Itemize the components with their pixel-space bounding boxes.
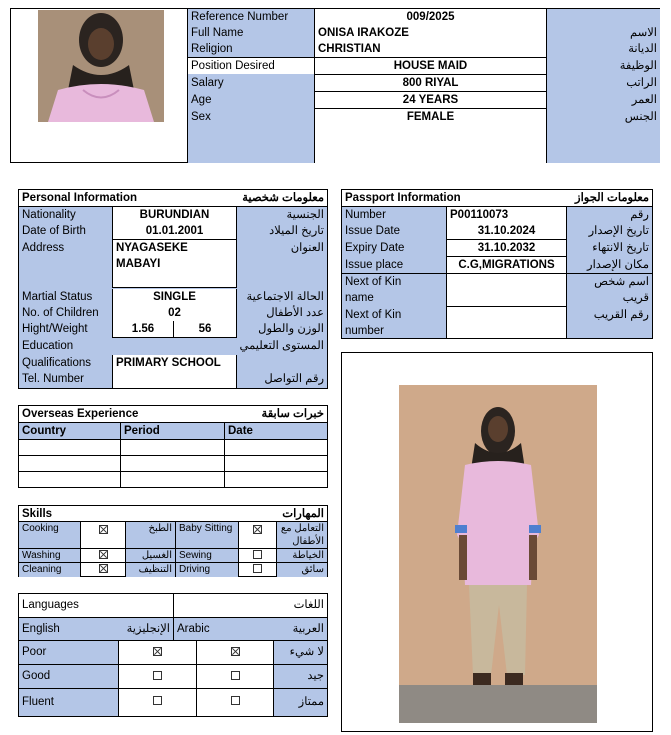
height-value: 1.56 — [112, 321, 174, 338]
overseas-col-date: Date — [225, 423, 327, 440]
sex-value: FEMALE — [314, 109, 547, 163]
skill-sewing-label: Sewing — [176, 549, 239, 563]
expiry-date-value: 31.10.2032 — [446, 240, 567, 257]
checkbox-checked-icon — [99, 550, 108, 559]
level-poor-ar: لا شيء — [274, 641, 327, 665]
level-good-ar: جيد — [274, 665, 327, 689]
checkbox-empty-icon — [253, 550, 262, 559]
skill-washing-checkbox[interactable] — [81, 549, 126, 563]
english-label: English — [22, 623, 60, 635]
issue-place-value: C.G,MIGRATIONS — [446, 257, 567, 274]
kin-number-value — [446, 307, 567, 338]
languages-header-row — [19, 618, 327, 641]
languages-title-ar: اللغات — [174, 594, 327, 618]
salary-ar: الراتب — [626, 77, 657, 89]
overseas-row — [19, 472, 121, 487]
children-ar: عدد الأطفال — [266, 307, 324, 319]
dob-ar: تاريخ الميلاد — [269, 225, 324, 237]
overseas-row — [121, 472, 225, 487]
overseas-row — [19, 456, 121, 472]
checkbox-empty-icon — [153, 671, 162, 680]
issue-place-ar: مكان الإصدار — [567, 257, 652, 274]
skill-baby-ar-1: التعامل مع — [280, 523, 324, 534]
marital-ar: الحالة الاجتماعية — [246, 291, 324, 303]
checkbox-empty-icon — [231, 671, 240, 680]
issue-place-label: Issue place — [342, 257, 446, 274]
full-body-photo — [399, 385, 597, 723]
skills-title: Skills — [22, 508, 53, 520]
kin-number-ar: رقم القريب — [593, 309, 649, 321]
tel-label: Tel. Number — [22, 373, 84, 385]
english-ar: الإنجليزية — [96, 618, 174, 641]
level-fluent-label: Fluent — [19, 689, 119, 716]
english-fluent-checkbox[interactable] — [119, 689, 197, 716]
issue-date-label: Issue Date — [345, 225, 400, 237]
passport-number-value: P00110073 — [446, 207, 567, 224]
sex-ar: الجنس — [624, 111, 657, 123]
overseas-title: Overseas Experience — [19, 406, 327, 423]
expiry-date-ar: تاريخ الانتهاء — [592, 242, 649, 254]
address-line-2: MABAYI — [116, 258, 161, 270]
skills-title-ar: المهارات — [282, 508, 324, 520]
kin-number-label-2: number — [345, 325, 384, 337]
dob-label: Date of Birth — [22, 225, 86, 237]
skill-cleaning-ar: التنظيف — [126, 563, 176, 577]
checkbox-empty-icon — [153, 696, 162, 705]
checkbox-checked-icon — [231, 647, 240, 656]
overseas-row — [225, 440, 327, 456]
arabic-poor-checkbox[interactable] — [197, 641, 274, 665]
checkbox-checked-icon — [153, 647, 162, 656]
reference-number-value: 009/2025 — [314, 9, 547, 26]
kin-name-label-2: name — [345, 292, 374, 304]
religion-ar: الديانة — [628, 43, 657, 55]
nationality-value: BURUNDIAN — [112, 207, 237, 224]
overseas-experience-section — [18, 405, 328, 488]
overseas-title-ar: خبرات سابقة — [261, 408, 324, 420]
dob-value: 01.01.2001 — [112, 223, 237, 240]
kin-name-label-1: Next of Kin — [345, 276, 402, 288]
level-poor-label: Poor — [19, 641, 119, 665]
tel-value — [112, 371, 237, 388]
arabic-label: Arabic — [177, 623, 210, 635]
overseas-row — [225, 456, 327, 472]
tel-ar: رقم التواصل — [264, 373, 324, 385]
full-body-photo-frame — [341, 352, 653, 732]
skill-washing-label: Washing — [19, 549, 81, 563]
issue-date-ar: تاريخ الإصدار — [588, 225, 649, 237]
sex-label: Sex — [191, 111, 211, 123]
skill-baby-ar — [277, 522, 327, 549]
kin-name-ar-2: قريب — [622, 292, 649, 304]
skill-driving-checkbox[interactable] — [239, 563, 277, 577]
skill-cleaning-label: Cleaning — [19, 563, 81, 577]
full-name-label: Full Name — [191, 27, 244, 39]
checkbox-empty-icon — [231, 696, 240, 705]
skill-cleaning-checkbox[interactable] — [81, 563, 126, 577]
age-value: 24 YEARS — [314, 92, 547, 109]
personal-info-title: Personal Information — [19, 190, 327, 207]
english-poor-checkbox[interactable] — [119, 641, 197, 665]
weight-value: 56 — [174, 321, 237, 338]
address-label: Address — [22, 242, 65, 254]
salary-label: Salary — [191, 77, 224, 89]
position-ar: الوظيفة — [619, 60, 657, 72]
full-name-ar: الاسم — [629, 27, 657, 39]
passport-info-section — [341, 189, 653, 339]
passport-info-title-ar: معلومات الجواز — [575, 192, 649, 204]
checkbox-checked-icon — [253, 525, 262, 534]
marital-label: Martial Status — [22, 291, 93, 303]
address-line-1: NYAGASEKE — [116, 242, 188, 254]
passport-number-ar: رقم — [630, 209, 649, 221]
issue-date-value: 31.10.2024 — [446, 223, 567, 240]
education-label: Education — [22, 340, 74, 352]
skill-cooking-ar: الطبخ — [126, 522, 176, 549]
religion-label: Religion — [188, 41, 314, 58]
skills-grid — [19, 521, 327, 577]
age-ar: العمر — [631, 94, 657, 106]
skill-baby-checkbox[interactable] — [239, 522, 277, 549]
english-good-checkbox[interactable] — [119, 665, 197, 689]
personal-info-title-ar: معلومات شخصية — [242, 192, 324, 204]
position-label: Position Desired — [188, 58, 314, 74]
overseas-row — [19, 440, 121, 456]
nationality-ar: الجنسية — [286, 209, 324, 221]
kin-name-value — [446, 274, 567, 307]
arabic-good-checkbox[interactable] — [197, 665, 274, 689]
skill-baby-ar-2: الأطفال — [292, 536, 324, 547]
languages-section — [18, 593, 328, 717]
skill-cooking-checkbox[interactable] — [81, 522, 126, 549]
skill-driving-ar: سائق — [277, 563, 327, 577]
checkbox-checked-icon — [99, 564, 108, 573]
height-weight-label: Hight/Weight — [22, 323, 88, 335]
header-table — [187, 9, 660, 163]
arabic-fluent-checkbox[interactable] — [197, 689, 274, 716]
salary-value: 800 RIYAL — [314, 75, 547, 92]
address-value-box — [112, 240, 237, 288]
skill-baby-label: Baby Sitting — [176, 522, 239, 549]
reference-number-label: Reference Number — [191, 11, 289, 23]
qualifications-value: PRIMARY SCHOOL — [112, 355, 237, 372]
age-label: Age — [191, 94, 212, 106]
overseas-row — [121, 456, 225, 472]
skill-driving-label: Driving — [176, 563, 239, 577]
expiry-date-label: Expiry Date — [345, 242, 405, 254]
religion-value: CHRISTIAN — [314, 41, 547, 58]
overseas-col-period: Period — [121, 423, 225, 440]
children-label: No. of Children — [22, 307, 99, 319]
education-ar: المستوى التعليمي — [239, 340, 324, 352]
personal-info-section — [18, 189, 328, 389]
level-fluent-ar: ممتاز — [274, 689, 327, 716]
skill-washing-ar: الغسيل — [126, 549, 176, 563]
level-good-label: Good — [19, 665, 119, 689]
position-value: HOUSE MAID — [314, 58, 547, 75]
passport-number-label: Number — [345, 209, 386, 221]
passport-info-title: Passport Information — [342, 190, 652, 207]
kin-number-label-1: Next of Kin — [345, 309, 402, 321]
languages-title: Languages — [19, 594, 174, 618]
overseas-col-country: Country — [19, 423, 121, 440]
marital-value: SINGLE — [112, 289, 237, 306]
kin-name-ar-1: اسم شخص — [594, 276, 649, 288]
header-section — [10, 8, 660, 163]
qualifications-label: Qualifications — [22, 357, 92, 369]
skills-section — [18, 505, 328, 577]
address-ar: العنوان — [290, 242, 324, 254]
full-name-value: ONISA IRAKOZE — [314, 25, 547, 42]
checkbox-checked-icon — [99, 525, 108, 534]
skill-cooking-label: Cooking — [19, 522, 81, 549]
checkbox-empty-icon — [253, 564, 262, 573]
children-value: 02 — [112, 305, 237, 322]
height-weight-ar: الوزن والطول — [258, 323, 324, 335]
portrait-photo — [38, 10, 164, 122]
skill-sewing-checkbox[interactable] — [239, 549, 277, 563]
arabic-ar: العربية — [292, 623, 324, 635]
nationality-label: Nationality — [22, 209, 76, 221]
overseas-row — [121, 440, 225, 456]
skill-sewing-ar: الخياطة — [277, 549, 327, 563]
